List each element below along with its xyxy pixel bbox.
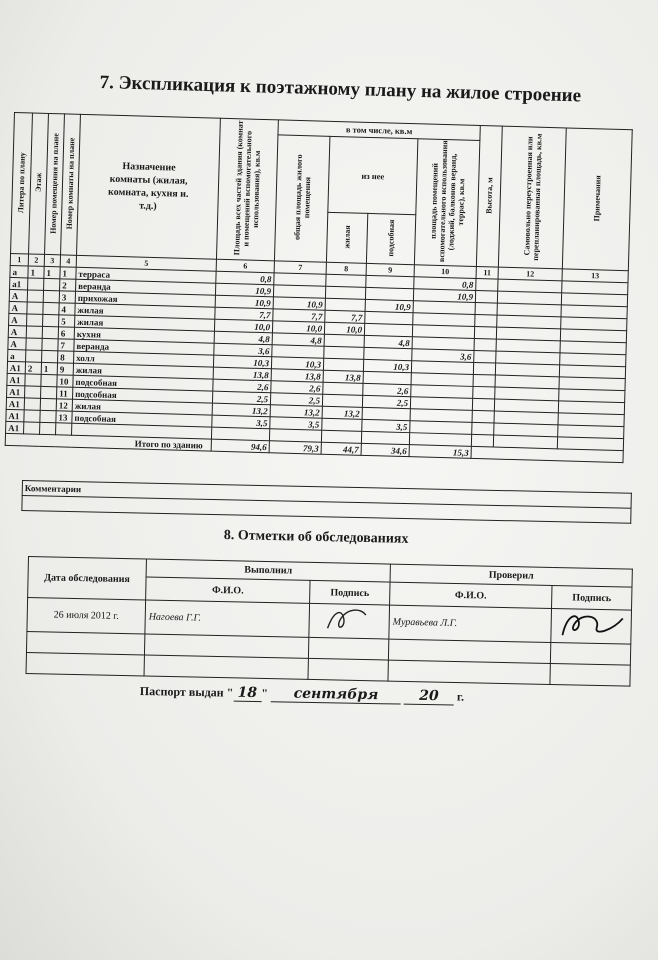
hdr-notes: Примечания [592,175,603,222]
cell-floor: 1 [28,266,44,278]
cell-room: 10 [57,375,73,387]
cell-floor [28,278,44,290]
cell-litera: А1 [7,373,25,385]
cell-litera: А1 [6,397,24,409]
cell-purpose: терраса [76,267,216,283]
cell-area: 4,8 [214,331,272,345]
hdr-aux-premises: площадь помещений вспомогательного использования (лоджий, балконов веранд, террас), кв.м [428,140,466,263]
cell-floor [24,410,40,422]
cell-empty [475,302,497,315]
cell-common: 2,6 [271,381,323,394]
cell-living [326,274,366,287]
hdr-of-which: из нее [328,136,418,215]
cell-area: 13,2 [212,403,270,417]
passport-month: сентября [271,685,401,704]
cell-aux-prem: 10,9 [413,289,475,303]
column-number: 4 [60,255,76,267]
cell-purpose: прихожая [75,291,215,307]
survey-checked-header: Проверил [390,564,632,587]
cell-floor [27,290,43,302]
column-number: 12 [498,267,562,281]
cell-living [325,298,365,311]
cell-floor [27,302,43,314]
passport-label: Паспорт выдан [139,683,224,700]
cell-purpose: кухня [74,327,214,343]
survey-performed-header: Выполнил [146,559,390,582]
survey-date: 26 июля 2012 г. [27,598,146,634]
cell-area: 0,8 [216,271,274,285]
cell-floor: 2 [25,362,41,374]
cell-empty [475,314,497,327]
cell-purpose: подсобная [73,375,213,391]
survey-fio-checker-header: Ф.И.О. [390,582,552,608]
cell-aux-prem: 3,6 [412,349,474,363]
hdr-area-total: Площадь всех частей здания (комнат и помещений вспомогательного использования), кв.м [232,120,263,256]
hdr-height: Высота, м [484,176,495,214]
cell-premise [41,386,57,398]
cell-room: 3 [59,291,75,303]
cell-living [323,358,363,371]
cell-empty [472,398,494,411]
survey-fio-performer-header: Ф.И.О. [146,577,310,603]
hdr-premise-num: Номер помещения на плане [48,132,61,234]
total-area: 94,6 [211,439,269,453]
cell-area: 3,6 [214,343,272,357]
total-common: 79,3 [269,441,321,454]
cell-litera: А1 [7,385,25,397]
cell-purpose: жилая [72,399,212,415]
cell-living: 13,8 [323,370,363,383]
cell-common: 10,9 [273,297,325,310]
cell-common: 7,7 [273,309,325,322]
cell-aux: 4,8 [364,335,412,348]
hdr-common-area: общая площадь жилого помещения [292,154,312,241]
cell-aux: 2,5 [362,395,410,408]
cell-premise [42,338,58,350]
cell-litera: А [8,325,26,337]
survey-performer: Нагоева Г.Г. [145,600,310,637]
hdr-reconstructed: Самовольно переустроенная или перепланированная площадь, кв.м [521,132,544,261]
cell-empty [473,374,495,387]
cell-premise [43,314,59,326]
cell-room: 8 [58,351,74,363]
column-number: 13 [562,269,628,283]
comments-block [21,480,632,524]
column-number: 3 [44,254,60,266]
survey-checker: Муравьева Л.Г. [389,605,552,642]
cell-aux: 2,6 [363,383,411,396]
cell-purpose: подсобная [72,411,212,427]
hdr-floor: Этаж [33,172,44,193]
cell-empty [472,422,494,435]
cell-litera: А [9,313,27,325]
cell-premise [41,374,57,386]
cell-room: 1 [60,267,76,279]
signature-scribble-icon [319,604,380,635]
cell-area: 2,5 [212,391,270,405]
survey-table [26,556,633,687]
cell-area: 13,8 [213,367,271,381]
cell-aux: 10,9 [365,299,413,312]
signature-scribble-icon [556,609,627,640]
cell-premise [42,326,58,338]
cell-floor [26,350,42,362]
cell-litera: А [9,289,27,301]
cell-room: 5 [59,315,75,327]
cell-premise: 1 [44,266,60,278]
cell-common: 10,0 [272,321,324,334]
cell-aux-prem: 0,8 [414,277,476,291]
cell-common: 2,5 [270,393,322,406]
cell-empty [476,278,498,291]
comments-label: Комментарии [22,481,631,509]
passport-day: 18 [233,685,261,702]
cell-living [321,430,361,443]
cell-aux: 3,5 [362,419,410,432]
cell-living [322,418,362,431]
cell-empty [473,386,495,399]
total-aux: 34,6 [361,443,409,456]
cell-litera: а [10,265,28,277]
cell-common: 4,8 [272,333,324,346]
cell-empty [474,350,496,363]
cell-floor [26,338,42,350]
cell-purpose: веранда [76,279,216,295]
cell-common: 13,2 [270,405,322,418]
cell-aux: 10,3 [363,359,411,372]
hdr-room-num: Номер комнаты на плане [64,137,77,230]
passport-issued-line: Паспорт выдан " 18 " сентября 20 г. [139,683,465,705]
column-number: 10 [414,265,476,279]
column-number: 11 [476,266,498,279]
cell-area: 3,5 [212,415,270,429]
checker-signature [551,608,632,644]
cell-empty [472,410,494,423]
cell-area: 2,6 [213,379,271,393]
cell-floor [27,314,43,326]
cell-living: 7,7 [325,310,365,323]
cell-living [325,286,365,299]
cell-living: 10,0 [324,322,364,335]
cell-room: 11 [57,387,73,399]
cell-premise [43,290,59,302]
column-number: 1 [10,253,28,265]
hdr-living: жилая [342,225,352,249]
cell-living [324,346,364,359]
survey-date-header: Дата обследования [28,557,147,600]
cell-premise [40,422,56,434]
cell-purpose: жилая [75,315,215,331]
cell-floor [26,326,42,338]
cell-purpose: подсобная [73,387,213,403]
cell-room [56,423,72,435]
cell-area: 10,3 [213,355,271,369]
hdr-litera: Литера по плану [16,151,27,213]
passport-suffix: г. [456,689,465,704]
cell-premise [40,398,56,410]
cell-floor [24,422,40,434]
passport-year: 20 [404,688,454,706]
cell-premise [42,350,58,362]
column-number: 7 [274,261,326,274]
cell-empty [471,434,493,447]
column-number: 5 [76,255,216,271]
cell-empty [475,290,497,303]
cell-area: 7,7 [215,307,273,321]
cell-room: 6 [58,327,74,339]
cell-purpose: веранда [74,339,214,355]
column-number: 6 [216,259,274,273]
cell-room: 4 [59,303,75,315]
survey-signature-checker-header: Подпись [552,586,632,610]
hdr-purpose: Назначение комнаты (жилая, комната, кухня и. т.д.) [107,161,189,213]
section8-title: 8. Отметки об обследованиях [223,528,409,547]
survey-table-wrap [26,556,632,687]
cell-empty [474,338,496,351]
cell-litera: А [8,337,26,349]
hdr-in-that-number: в том числе, кв.м [278,120,480,141]
cell-living: 13,2 [322,406,362,419]
cell-room: 13 [56,411,72,423]
cell-litera: А1 [7,361,25,373]
cell-room: 7 [58,339,74,351]
explication-table-wrap [5,112,633,463]
cell-premise: 1 [41,362,57,374]
column-number: 9 [366,263,414,276]
cell-purpose: жилая [75,303,215,319]
cell-area: 10,9 [215,295,273,309]
cell-area: 10,0 [214,319,272,333]
cell-floor [25,374,41,386]
total-aux-prem: 15,3 [409,445,471,459]
cell-empty [473,362,495,375]
cell-purpose: холл [74,351,214,367]
cell-room: 12 [56,399,72,411]
section7-title: 7. Экспликация к поэтажному плану на жилое строение [99,72,582,107]
cell-litera: А1 [6,409,24,421]
cell-litera: А1 [6,421,24,433]
cell-area: 10,9 [215,283,273,297]
cell-floor [24,398,40,410]
cell-empty [474,326,496,339]
cell-common: 3,5 [270,417,322,430]
cell-living [322,394,362,407]
cell-common: 10,3 [271,357,323,370]
hdr-auxiliary: подсобная [386,219,397,257]
total-label: Итого по зданию [5,433,211,451]
cell-premise [44,278,60,290]
survey-signature-performer-header: Подпись [310,581,390,605]
cell-common: 13,8 [271,369,323,382]
cell-living [324,334,364,347]
cell-purpose: жилая [73,363,213,379]
cell-floor [25,386,41,398]
column-number: 2 [28,254,44,266]
cell-litera: а [8,349,26,361]
cell-room: 9 [57,363,73,375]
explication-table [5,112,633,463]
performer-signature [309,603,390,639]
cell-premise [43,302,59,314]
cell-premise [40,410,56,422]
column-number: 8 [326,262,366,275]
cell-room: 2 [60,279,76,291]
cell-living [323,382,363,395]
cell-litera: а1 [10,277,28,289]
cell-litera: А [9,301,27,313]
total-living: 44,7 [321,442,361,455]
